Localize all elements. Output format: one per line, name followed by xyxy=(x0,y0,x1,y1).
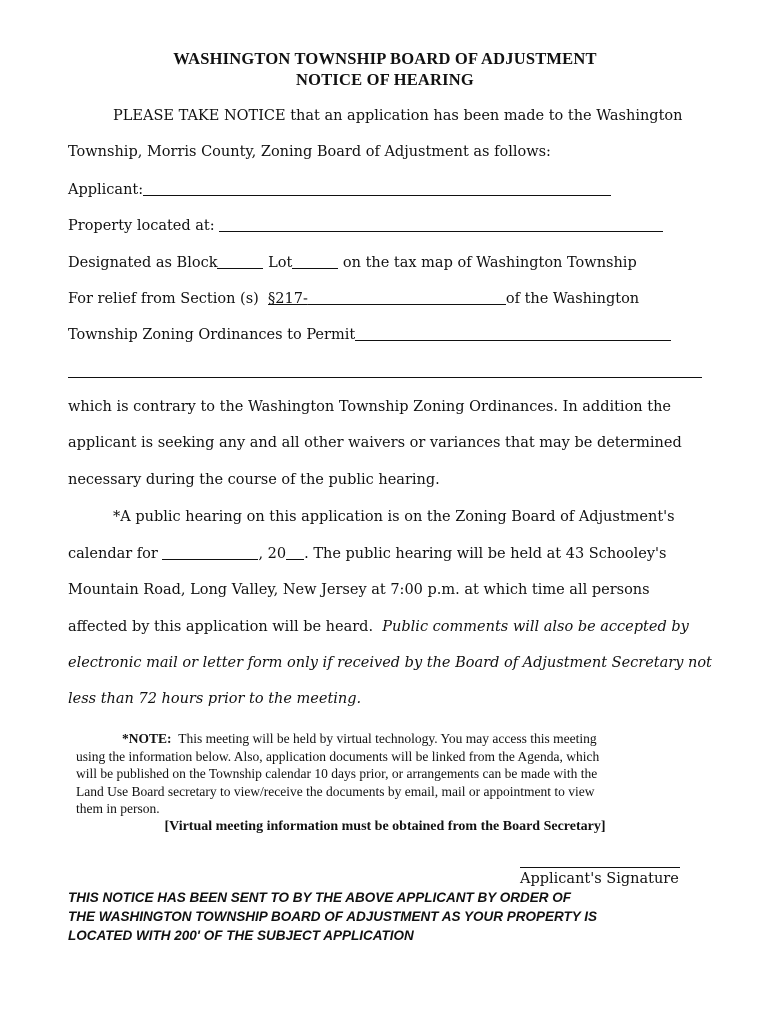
applicant-row xyxy=(68,181,611,198)
relief-label: For relief from Section (s) xyxy=(68,291,259,307)
signature-field[interactable] xyxy=(520,867,680,868)
footer-line-3: LOCATED WITH 200' OF THE SUBJECT APPLICATION xyxy=(68,928,414,943)
property-label: Property located at: xyxy=(68,218,215,234)
footer-notice xyxy=(68,888,728,945)
calendar-date-field[interactable] xyxy=(162,545,258,560)
designated-label: Designated as Block xyxy=(68,255,218,271)
virtual-info: [Virtual meeting information must be obtained from the Board Secretary] xyxy=(164,819,606,834)
footer-line-2: THE WASHINGTON TOWNSHIP BOARD OF ADJUSTMENT AS YOUR PROPERTY IS xyxy=(68,909,598,924)
tax-map-text: on the tax map of Washington Township xyxy=(342,255,637,271)
contrary-line-2: applicant is seeking any and all other waivers or variances that may be determined xyxy=(68,435,682,451)
note-line-4: Land Use Board secretary to view/receive the documents by email, mail or appointment to view xyxy=(76,783,595,799)
permit-field[interactable] xyxy=(355,326,671,341)
virtual-note xyxy=(76,730,696,818)
intro-line-2: Township, Morris County, Zoning Board of Adjustment as follows: xyxy=(68,144,551,160)
lot-label: Lot xyxy=(268,255,293,271)
designated-row xyxy=(68,254,637,271)
footer-line-1: THIS NOTICE HAS BEEN SENT TO BY THE ABOVE APPLICANT BY ORDER OF xyxy=(68,890,572,905)
document-subtitle: NOTICE OF HEARING xyxy=(296,70,474,89)
permit-label: Township Zoning Ordinances to Permit xyxy=(68,327,356,343)
block-field[interactable] xyxy=(217,254,263,269)
relief-suffix: of the Washington xyxy=(505,291,640,307)
calendar-location-text: . The public hearing will be held at 43 Schooley's xyxy=(304,546,667,562)
calendar-row xyxy=(68,545,666,562)
hearing-line-5: electronic mail or letter form only if received by the Board of Adjustment Secretary not xyxy=(68,655,712,671)
document-title: WASHINGTON TOWNSHIP BOARD OF ADJUSTMENT xyxy=(173,49,597,68)
permit-continuation-field[interactable] xyxy=(68,377,702,378)
contrary-line-3: necessary during the course of the public hearing. xyxy=(68,472,440,488)
section-prefix: §217- xyxy=(268,291,308,307)
note-line-3: will be published on the Township calendar 10 days prior, or arrangements can be made with the xyxy=(76,766,598,781)
applicant-label: Applicant: xyxy=(68,182,144,198)
property-row xyxy=(68,217,663,234)
hearing-line-4 xyxy=(68,619,689,635)
calendar-year-prefix: , 20 xyxy=(258,546,287,562)
permit-row xyxy=(68,326,671,343)
note-line-1-text: This meeting will be held by virtual technology. You may access this meeting xyxy=(178,731,597,746)
hearing-line-4-plain: affected by this application will be heard. xyxy=(68,619,374,635)
calendar-label: calendar for xyxy=(68,546,158,562)
relief-row xyxy=(68,290,639,307)
lot-field[interactable] xyxy=(292,254,338,269)
applicant-field[interactable] xyxy=(143,181,611,196)
contrary-line-1: which is contrary to the Washington Township Zoning Ordinances. In addition the xyxy=(68,399,671,415)
hearing-line-3: Mountain Road, Long Valley, New Jersey at 7:00 p.m. at which time all persons xyxy=(68,582,650,598)
property-field[interactable] xyxy=(219,217,663,232)
note-line-2: using the information below. Also, application documents will be linked from the Agenda, which xyxy=(76,748,600,764)
calendar-year-field[interactable] xyxy=(286,545,304,560)
note-label: *NOTE: xyxy=(122,731,172,746)
intro-line-1: PLEASE TAKE NOTICE that an application has been made to the Washington xyxy=(113,108,683,124)
hearing-line-4-italic: Public comments will also be accepted by xyxy=(382,619,689,635)
hearing-line-1: *A public hearing on this application is on the Zoning Board of Adjustment's xyxy=(113,509,675,525)
section-field[interactable] xyxy=(308,290,506,305)
note-line-5: them in person. xyxy=(76,801,160,816)
signature-label: Applicant's Signature xyxy=(520,871,679,887)
note-line-1 xyxy=(76,730,696,748)
hearing-line-6: less than 72 hours prior to the meeting. xyxy=(68,691,362,707)
